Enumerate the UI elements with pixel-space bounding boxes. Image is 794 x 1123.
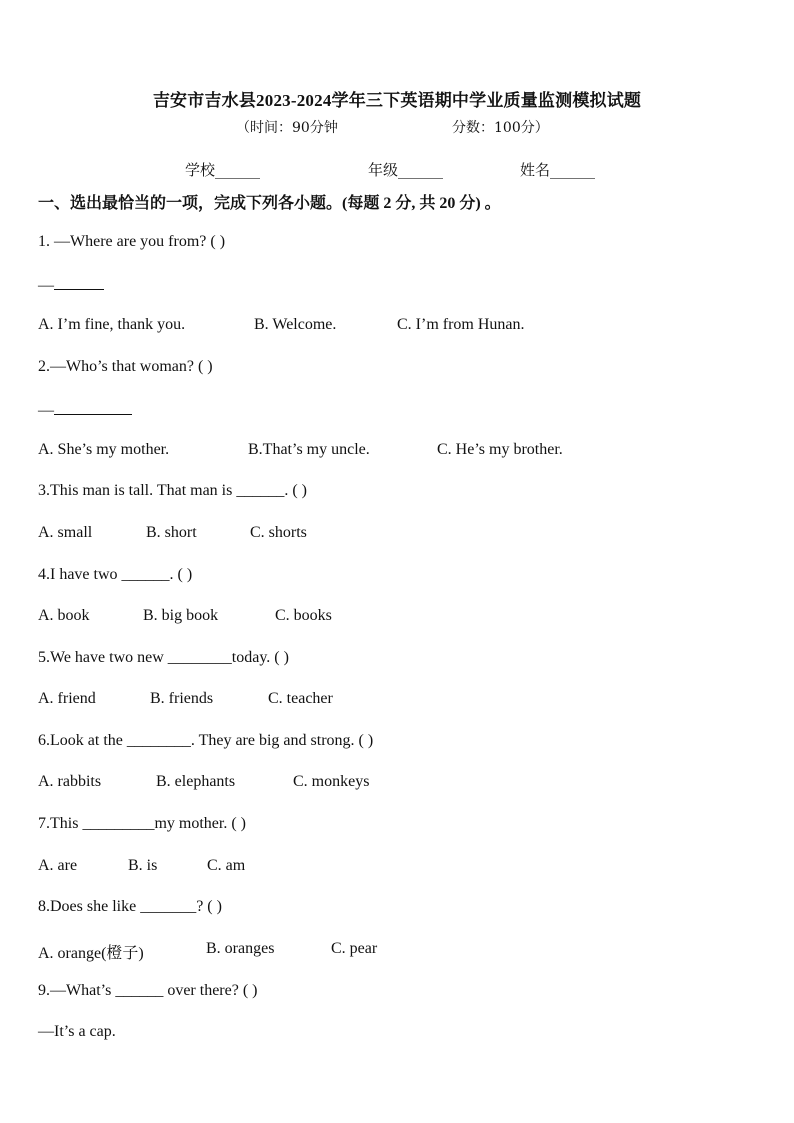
question-8-option-b: B. oranges xyxy=(206,940,275,957)
question-2-option-a: A. She’s my mother. xyxy=(38,441,170,458)
question-6-stem: 6.Look at the ________. They are big and strong. ( ) xyxy=(38,732,374,749)
question-3-stem: 3.This man is tall. That man is ______. ( ) xyxy=(38,482,308,499)
question-1-option-b: B. Welcome. xyxy=(254,316,337,333)
question-7-option-b: B. is xyxy=(128,857,158,874)
question-2-answer-line: — xyxy=(38,399,132,420)
question-1-answer-line: — xyxy=(38,274,104,295)
question-4-stem: 4.I have two ______. ( ) xyxy=(38,566,193,583)
question-4-option-a: A. book xyxy=(38,607,90,624)
name-field xyxy=(520,159,595,180)
question-3-option-a: A. small xyxy=(38,524,93,541)
question-3-option-c: C. shorts xyxy=(250,524,307,541)
question-2-option-b: B.That’s my uncle. xyxy=(248,441,370,458)
question-2-stem: 2.—Who’s that woman? ( ) xyxy=(38,358,213,375)
question-1-option-a: A. I’m fine, thank you. xyxy=(38,316,186,333)
question-6-option-b: B. elephants xyxy=(156,773,236,790)
school-blank[interactable]: ______ xyxy=(215,161,261,179)
question-9-answer-line: —It’s a cap. xyxy=(38,1023,116,1040)
school-label: 学校 xyxy=(185,161,216,179)
question-7-option-a: A. are xyxy=(38,857,78,874)
grade-blank[interactable]: ______ xyxy=(398,161,444,179)
grade-field xyxy=(368,159,443,180)
question-5-option-c: C. teacher xyxy=(268,690,333,707)
section-heading: 一、选出最恰当的一项，完成下列各小题。(每题 2 分, 共 20 分) 。 xyxy=(38,195,501,212)
exam-time: （时间：90分钟 xyxy=(236,120,338,136)
question-5-option-b: B. friends xyxy=(150,690,214,707)
question-5-stem: 5.We have two new ________today. ( ) xyxy=(38,649,289,666)
exam-score: 分数：100分） xyxy=(452,120,549,136)
question-7-stem: 7.This _________my mother. ( ) xyxy=(38,815,246,832)
question-3-option-b: B. short xyxy=(146,524,197,541)
question-6-option-c: C. monkeys xyxy=(293,773,370,790)
answer-blank[interactable] xyxy=(54,399,132,415)
question-8-option-a: A. orange(橙子) xyxy=(38,945,144,962)
question-5-option-a: A. friend xyxy=(38,690,96,707)
grade-label: 年级 xyxy=(368,161,399,179)
answer-blank[interactable] xyxy=(54,274,104,290)
question-8-option-c: C. pear xyxy=(331,940,378,957)
name-blank[interactable]: ______ xyxy=(550,161,596,179)
question-4-option-b: B. big book xyxy=(143,607,219,624)
question-8-stem: 8.Does she like _______? ( ) xyxy=(38,898,222,915)
question-9-stem: 9.—What’s ______ over there? ( ) xyxy=(38,982,258,999)
question-4-option-c: C. books xyxy=(275,607,332,624)
question-1-option-c: C. I’m from Hunan. xyxy=(397,316,525,333)
school-field xyxy=(185,159,260,180)
question-6-option-a: A. rabbits xyxy=(38,773,102,790)
question-2-option-c: C. He’s my brother. xyxy=(437,441,563,458)
question-7-option-c: C. am xyxy=(207,857,246,874)
question-1-stem: 1. —Where are you from? ( ) xyxy=(38,233,226,250)
name-label: 姓名 xyxy=(520,161,551,179)
page-title: 吉安市吉水县2023-2024学年三下英语期中学业质量监测模拟试题 xyxy=(152,91,642,110)
